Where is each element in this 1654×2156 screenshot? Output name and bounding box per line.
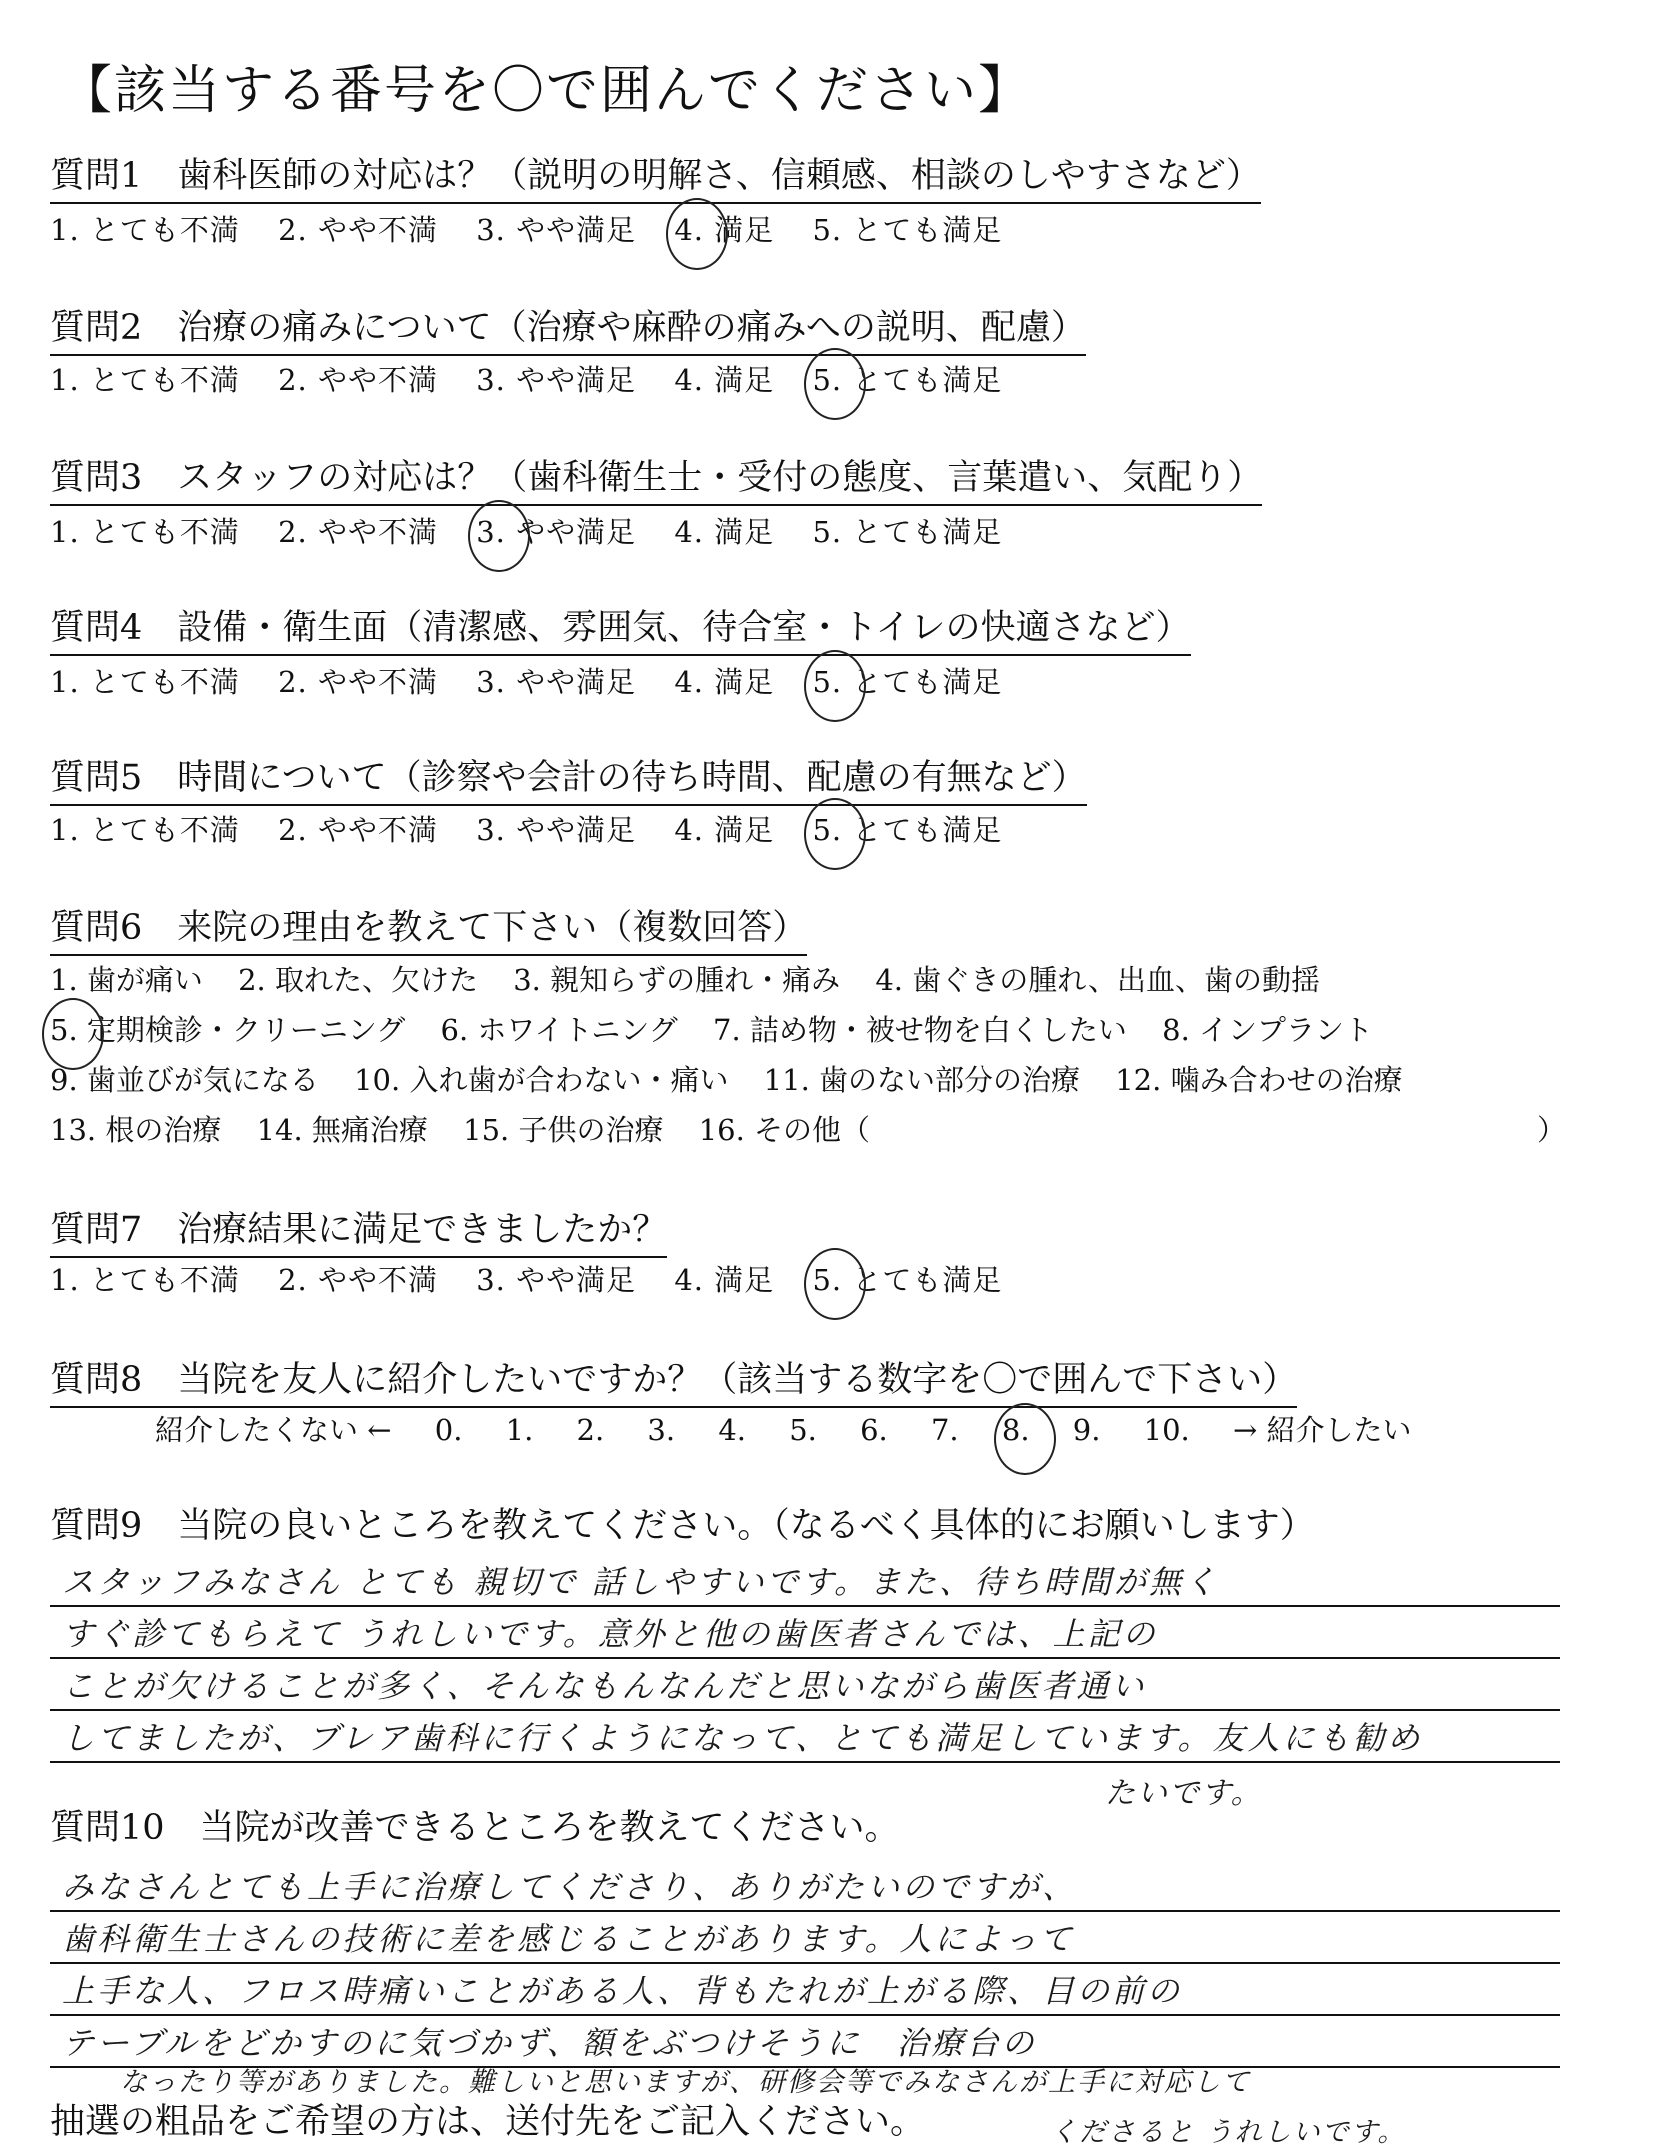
q6-option-15[interactable]: 15. 子供の治療 — [463, 1113, 664, 1147]
question-8-title: 質問8 当院を友人に紹介したいですか？（該当する数字を〇で囲んで下さい） — [50, 1352, 1297, 1408]
q6-option-6[interactable]: 6. ホワイトニング — [440, 1013, 678, 1047]
q5-option-2[interactable]: 2. やや不満 — [278, 813, 438, 847]
q6-option-14[interactable]: 14. 無痛治療 — [256, 1113, 428, 1147]
q6-option-9[interactable]: 9. 歯並びが気になる — [50, 1063, 319, 1097]
q8-number-2[interactable]: 2. — [576, 1413, 605, 1447]
q6-option-8[interactable]: 8. インプラント — [1162, 1013, 1374, 1047]
q7-option-1[interactable]: 1. とても不満 — [50, 1263, 240, 1297]
q2-option-4[interactable]: 4. 満足 — [674, 363, 775, 397]
q2-option-1[interactable]: 1. とても不満 — [50, 363, 240, 397]
q9-answer-line — [50, 1607, 1560, 1659]
q4-option-3[interactable]: 3. やや満足 — [476, 665, 637, 699]
q1-option-4-selected[interactable]: 4. 満足 — [674, 208, 774, 249]
q10-answer-line — [50, 1912, 1560, 1964]
q10-handwriting-tail-2: くださると うれしいです。 — [1050, 2117, 1407, 2148]
q6-option-10[interactable]: 10. 入れ歯が合わない・痛い — [354, 1063, 729, 1097]
q10-handwriting-tail: なったり等がありました。難しいと思いますが、研修会等でみなさんが上手に対応して — [120, 2067, 1251, 2098]
q9-handwriting-3: ことが欠けることが多く、そんなもんなんだと思いながら歯医者通い — [62, 1667, 1147, 1705]
q8-scale — [155, 1408, 1446, 1449]
q6-option-2[interactable]: 2. 取れた、欠けた — [238, 963, 478, 997]
q8-number-10[interactable]: 10. — [1143, 1413, 1190, 1447]
q5-option-3[interactable]: 3. やや満足 — [476, 813, 637, 847]
q6-option-3[interactable]: 3. 親知らずの腫れ・痛み — [513, 963, 841, 997]
question-1-title: 質問1 歯科医師の対応は？（説明の明解さ、信頼感、相談のしやすさなど） — [50, 148, 1261, 204]
q8-number-4[interactable]: 4. — [718, 1413, 746, 1447]
q8-number-6[interactable]: 6. — [860, 1413, 888, 1447]
q10-handwriting-4: テーブルをどかすのに気づかず、額をぶつけそうに 治療台の — [62, 2024, 1037, 2062]
q10-handwriting-1: みなさんとても上手に治療してくださり、ありがたいのですが、 — [62, 1868, 1078, 1906]
q9-answer-line — [50, 1555, 1560, 1607]
q1-option-1[interactable]: 1. とても不満 — [50, 213, 240, 247]
q9-handwriting-4: してましたが、ブレア歯科に行くようになって、とても満足しています。友人にも勧め — [62, 1719, 1423, 1757]
q3-option-3-selected[interactable]: 3. やや満足 — [476, 510, 636, 551]
q9-handwriting-2: すぐ診てもらえて うれしいです。意外と他の歯医者さんでは、上記の — [62, 1615, 1158, 1653]
q6-row-3 — [50, 1058, 1429, 1099]
q3-option-1[interactable]: 1. とても不満 — [50, 515, 240, 549]
question-7-options — [50, 1258, 1030, 1299]
q5-option-5-selected[interactable]: 5. とても満足 — [812, 808, 1002, 849]
q7-option-2[interactable]: 2. やや不満 — [278, 1263, 438, 1297]
q8-number-5[interactable]: 5. — [789, 1413, 817, 1447]
question-9-title: 質問9 当院の良いところを教えてください。（なるべく具体的にお願いします） — [50, 1506, 1315, 1546]
question-10-title: 質問10 当院が改善できるところを教えてください。 — [50, 1808, 900, 1848]
form-header: 【該当する番号を〇で囲んでください】 — [60, 61, 1033, 121]
q2-option-5-selected[interactable]: 5. とても満足 — [812, 358, 1002, 399]
q6-option-13[interactable]: 13. 根の治療 — [50, 1113, 222, 1147]
q4-option-5-selected[interactable]: 5. とても満足 — [812, 660, 1002, 701]
question-1-options — [50, 208, 1030, 249]
q10-handwriting-2: 歯科衛生士さんの技術に差を感じることがあります。人によって — [62, 1920, 1075, 1958]
q5-option-1[interactable]: 1. とても不満 — [50, 813, 240, 847]
q6-option-16[interactable]: 16. その他（ ） — [698, 1113, 1567, 1147]
question-3-options — [50, 510, 1030, 551]
question-2-title: 質問2 治療の痛みについて（治療や麻酔の痛みへの説明、配慮） — [50, 300, 1086, 356]
question-6-title: 質問6 来院の理由を教えて下さい（複数回答） — [50, 900, 807, 956]
q7-option-5-selected[interactable]: 5. とても満足 — [812, 1258, 1002, 1299]
q1-option-3[interactable]: 3. やや満足 — [476, 213, 637, 247]
q6-option-1[interactable]: 1. 歯が痛い — [50, 963, 203, 997]
q7-option-4[interactable]: 4. 満足 — [674, 1263, 775, 1297]
q10-handwriting-3: 上手な人、フロス時痛いことがある人、背もたれが上がる際、目の前の — [62, 1972, 1183, 2010]
q8-number-8-selected[interactable]: 8. — [1001, 1413, 1030, 1447]
q4-option-2[interactable]: 2. やや不満 — [278, 665, 438, 699]
q6-option-12[interactable]: 12. 噛み合わせの治療 — [1115, 1063, 1403, 1097]
q3-option-2[interactable]: 2. やや不満 — [278, 515, 438, 549]
q8-number-1[interactable]: 1. — [505, 1413, 534, 1447]
q10-answer-line — [50, 1964, 1560, 2016]
q2-option-3[interactable]: 3. やや満足 — [476, 363, 637, 397]
q4-option-4[interactable]: 4. 満足 — [674, 665, 775, 699]
q8-right-label: → 紹介したい — [1233, 1413, 1412, 1447]
q10-answer-line — [50, 1860, 1560, 1912]
q3-option-4[interactable]: 4. 満足 — [674, 515, 775, 549]
q1-option-5[interactable]: 5. とても満足 — [812, 213, 1003, 247]
question-7-title: 質問7 治療結果に満足できましたか？ — [50, 1202, 667, 1258]
q9-handwriting-1: スタッフみなさん とても 親切で 話しやすいです。また、待ち時間が無く — [62, 1563, 1219, 1601]
q1-option-2[interactable]: 2. やや不満 — [278, 213, 438, 247]
question-5-title: 質問5 時間について（診察や会計の待ち時間、配慮の有無など） — [50, 750, 1087, 806]
q10-answer-area[interactable] — [50, 1860, 1560, 2068]
question-4-options — [50, 660, 1030, 701]
q8-number-7[interactable]: 7. — [930, 1413, 959, 1447]
q6-option-7[interactable]: 7. 詰め物・被せ物を白くしたい — [713, 1013, 1127, 1047]
q6-row-4 — [50, 1108, 1592, 1149]
q6-row-2 — [50, 1008, 1399, 1049]
question-4-title: 質問4 設備・衛生面（清潔感、雰囲気、待合室・トイレの快適さなど） — [50, 600, 1191, 656]
q5-option-4[interactable]: 4. 満足 — [674, 813, 775, 847]
q6-option-11[interactable]: 11. 歯のない部分の治療 — [763, 1063, 1081, 1097]
q4-option-1[interactable]: 1. とても不満 — [50, 665, 240, 699]
question-2-options — [50, 358, 1030, 399]
question-5-options — [50, 808, 1030, 849]
q6-option-4[interactable]: 4. 歯ぐきの腫れ、出血、歯の動揺 — [875, 963, 1320, 997]
q8-number-3[interactable]: 3. — [647, 1413, 676, 1447]
q7-option-3[interactable]: 3. やや満足 — [476, 1263, 637, 1297]
q2-option-2[interactable]: 2. やや不満 — [278, 363, 438, 397]
q9-answer-line — [50, 1711, 1560, 1763]
q6-row-1 — [50, 958, 1346, 999]
q8-number-9[interactable]: 9. — [1072, 1413, 1101, 1447]
q8-number-0[interactable]: 0. — [434, 1413, 463, 1447]
q8-left-label: 紹介したくない ← — [155, 1413, 392, 1447]
q9-handwriting-tail: たいです。 — [1105, 1776, 1263, 1811]
q3-option-5[interactable]: 5. とても満足 — [812, 515, 1003, 549]
prize-address-note: 抽選の粗品をご希望の方は、送付先をご記入ください。 — [50, 2102, 926, 2142]
q6-option-5-selected[interactable]: 5. 定期検診・クリーニング — [50, 1008, 405, 1049]
q9-answer-line — [50, 1659, 1560, 1711]
question-3-title: 質問3 スタッフの対応は？（歯科衛生士・受付の態度、言葉遣い、気配り） — [50, 450, 1262, 506]
q9-answer-area[interactable] — [50, 1555, 1560, 1763]
